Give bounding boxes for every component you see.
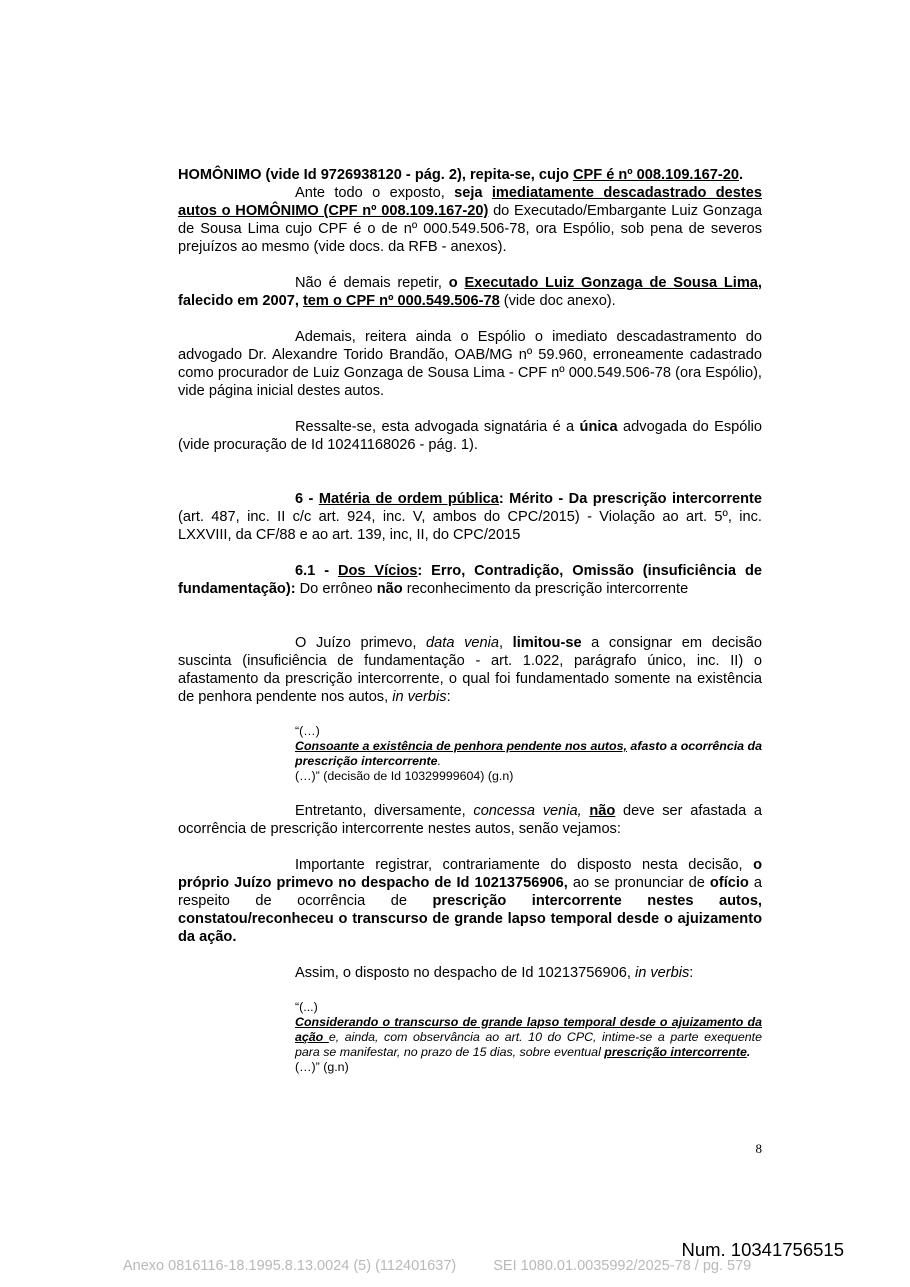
paragraph-homonimo: HOMÔNIMO (vide Id 9726938120 - pág. 2), repita-se, cujo CPF é nº 008.109.167-20. xyxy=(178,167,743,183)
quote-despacho xyxy=(295,1000,762,1075)
quote-open: “(...) xyxy=(295,1000,318,1014)
sei-reference: SEI 1080.01.0035992/2025-78 / pg. 579 xyxy=(493,1258,752,1274)
paragraph-assim: Assim, o disposto no despacho de Id 10213756906, in verbis: xyxy=(295,965,694,981)
quote-close: (…)” (decisão de Id 10329999604) (g.n) xyxy=(295,769,514,783)
document-body xyxy=(178,166,762,1075)
annex-reference: Anexo 0816116-18.1995.8.13.0024 (5) (112401637) xyxy=(123,1258,457,1274)
quote-text: Consoante a existência de penhora pendente nos autos, afasto a ocorrência da prescrição intercorrente. xyxy=(295,739,762,768)
document-number-stamp: Num. 10341756515 xyxy=(681,1239,844,1260)
paragraph-advogado: Ademais, reitera ainda o Espólio o imediato descadastramento do advogado Dr. Alexandre Torido Brandão, OAB/MG nº 59.960, erroneamente cadastrado como procurador de Luiz Gonzaga de Sousa Lima - CPF nº 000.549.506-78 (ora Espólio), vide página inicial destes autos. xyxy=(178,329,762,399)
quote-text: Considerando o transcurso de grande lapso temporal desde o ajuizamento da ação e, ainda, com observância ao art. 10 do CPC, intime-se a parte exequente para se manifestar, no prazo de 15 dias, sobre eventual prescrição intercorrente. xyxy=(295,1015,763,1059)
paragraph-repetir: Não é demais repetir, o Executado Luiz Gonzaga de Sousa Lima, falecido em 2007, tem o CPF nº 000.549.506-78 (vide doc anexo). xyxy=(178,275,762,309)
paragraph-descadastro: Ante todo o exposto, seja imediatamente descadastrado destes autos o HOMÔNIMO (CPF nº 008.109.167-20) do Executado/Embargante Luiz Gonzaga de Sousa Lima cujo CPF é o de nº 000.549.506-78, ora Espólio, sob pena de severos prejuízos ao mesmo (vide docs. da RFB - anexos). xyxy=(178,185,762,255)
paragraph-ressalte: Ressalte-se, esta advogada signatária é a única advogada do Espólio (vide procuração de Id 10241168026 - pág. 1). xyxy=(178,419,762,453)
quote-decisao xyxy=(295,724,762,784)
quote-close: (…)” (g.n) xyxy=(295,1060,349,1074)
annex-stamp xyxy=(123,1257,751,1275)
paragraph-entretanto: Entretanto, diversamente, concessa venia, não deve ser afastada a ocorrência de prescrição intercorrente nestes autos, senão vejamos: xyxy=(178,803,762,837)
paragraph-importante: Importante registrar, contrariamente do disposto nesta decisão, o próprio Juízo primevo no despacho de Id 10213756906, ao se pronunciar de ofício a respeito de ocorrência de prescrição intercorrente nestes autos, constatou/reconheceu o transcurso de grande lapso temporal desde o ajuizamento da ação. xyxy=(178,857,763,945)
page-number: 8 xyxy=(755,1141,762,1156)
quote-open: “(…) xyxy=(295,724,320,738)
section-heading-6-1: 6.1 - Dos Vícios: Erro, Contradição, Omissão (insuficiência de fundamentação): Do errôneo não reconhecimento da prescrição intercorrente xyxy=(178,563,762,597)
paragraph-juizo: O Juízo primevo, data venia, limitou-se a consignar em decisão suscinta (insuficiência de fundamentação - art. 1.022, parágrafo único, inc. II) o afastamento da prescrição intercorrente, o qual foi fundamentado somente na existência de penhora pendente nos autos, in verbis: xyxy=(178,635,762,705)
section-heading-6: 6 - Matéria de ordem pública: Mérito - Da prescrição intercorrente (art. 487, inc. II c/c art. 924, inc. V, ambos do CPC/2015) - Violação ao art. 5º, inc. LXXVIII, da CF/88 e ao art. 139, inc, II, do CPC/2015 xyxy=(178,491,763,543)
